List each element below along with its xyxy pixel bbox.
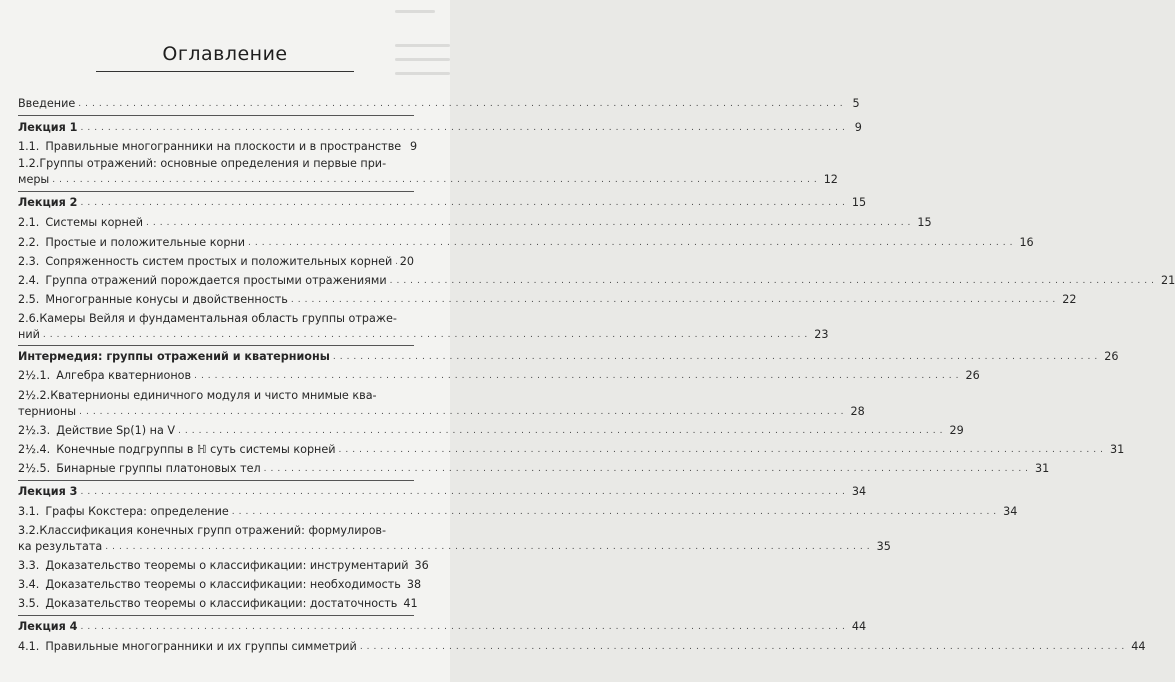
toc-page-number: 26 — [965, 369, 980, 382]
toc-entry-2-6[interactable] — [18, 312, 414, 326]
toc-entry-number: 4.1. — [18, 640, 40, 653]
dot-leader: ................................................................................................................ — [248, 238, 1017, 248]
toc-page-number: 41 — [403, 597, 418, 610]
toc-entry-2half-2[interactable] — [18, 389, 414, 403]
toc-page-number: 38 — [406, 578, 422, 591]
toc-entry-1-1[interactable] — [18, 140, 418, 154]
toc-page-number: 15 — [917, 216, 932, 229]
section-divider — [18, 480, 414, 481]
toc-entry-label: Лекция 2 — [18, 196, 78, 209]
dot-leader: ................................................................................................................ — [263, 464, 1033, 474]
toc-entry-label: Группы отражений: основные определения и первые при- — [39, 157, 387, 170]
toc-page-number: 31 — [1109, 443, 1125, 456]
dot-leader: ................................................................................................................ — [146, 218, 915, 228]
toc-entry-number: 1.1. — [18, 140, 40, 153]
toc-page-number: 12 — [823, 173, 838, 186]
toc-entry-number: 2½.3. — [18, 424, 51, 437]
toc-section-lecture-4[interactable] — [18, 620, 867, 634]
toc-page-number: 31 — [1035, 462, 1050, 475]
section-divider — [18, 115, 414, 116]
toc-entry-number: 2.4. — [18, 274, 40, 287]
dot-leader: ................................................................................................................ — [389, 276, 1159, 286]
dot-leader — [395, 257, 396, 267]
toc-entry-label-continued: ка результата — [18, 540, 103, 553]
toc-entry-label: Действие Sp(1) на V — [56, 424, 176, 437]
toc-entry-label: Доказательство теоремы о классификации: необходимость — [45, 578, 401, 591]
toc-entry-label-continued: тернионы — [18, 405, 77, 418]
toc-entry-2half-4[interactable] — [18, 443, 1125, 457]
toc-section-lecture-1[interactable] — [18, 121, 862, 135]
toc-entry-label: Конечные подгруппы в ℍ суть системы корней — [56, 443, 336, 456]
dot-leader: ................................................................................................................ — [52, 175, 821, 185]
toc-page-number: 44 — [1131, 640, 1146, 653]
toc-entry-2-5[interactable] — [18, 293, 1077, 307]
toc-entry-label: Группа отражений порождается простыми отражениями — [45, 274, 387, 287]
toc-entry-4-1[interactable] — [18, 640, 1146, 654]
toc-entry-number: 2½.2. — [18, 389, 51, 402]
toc-entry-label: Многогранные конусы и двойственность — [45, 293, 288, 306]
toc-entry-label: Камеры Вейля и фундаментальная область группы отраже- — [39, 312, 397, 325]
toc-entry-number: 1.2. — [18, 157, 40, 170]
toc-entry-1-2[interactable] — [18, 157, 414, 171]
toc-entry-number: 3.2. — [18, 524, 40, 537]
toc-entry-2half-1[interactable] — [18, 369, 980, 383]
section-divider — [18, 615, 414, 616]
toc-page-number: 35 — [876, 540, 891, 553]
toc-entry-label: Интермедия: группы отражений и кватернионы — [18, 350, 330, 363]
toc-entry-2-6-cont[interactable] — [18, 328, 829, 342]
toc-entry-label: Кватернионы единичного модуля и чисто мнимые ква- — [50, 389, 377, 402]
toc-entry-3-5[interactable] — [18, 597, 418, 611]
toc-entry-label: Введение — [18, 97, 76, 110]
toc-entry-label-continued: ний — [18, 328, 40, 341]
dot-leader: ................................................................................................................ — [42, 330, 812, 340]
toc-entry-label-continued: меры — [18, 173, 50, 186]
toc-entry-label: Бинарные группы платоновых тел — [56, 462, 261, 475]
toc-page-number: 22 — [1062, 293, 1077, 306]
toc-entry-label: Лекция 1 — [18, 121, 78, 134]
dot-leader: ................................................................................................................ — [79, 407, 848, 417]
dot-leader: ................................................................................................................ — [359, 642, 1129, 652]
toc-page-number: 5 — [852, 97, 860, 110]
toc-entry-label: Классификация конечных групп отражений: формулиров- — [39, 524, 387, 537]
toc-entry-label: Системы корней — [45, 216, 143, 229]
toc-entry-3-2[interactable] — [18, 524, 414, 538]
toc-entry-number: 3.4. — [18, 578, 40, 591]
dot-leader: ................................................................................................................ — [80, 123, 849, 133]
toc-entry-1-2-cont[interactable] — [18, 173, 838, 187]
section-divider — [18, 345, 414, 346]
toc-entry-number: 2.1. — [18, 216, 40, 229]
toc-page-number: 15 — [851, 196, 867, 209]
toc-entry-label: Доказательство теоремы о классификации: инструментарий — [45, 559, 409, 572]
toc-entry-2-4[interactable] — [18, 274, 1175, 288]
toc-section-lecture-2[interactable] — [18, 196, 867, 210]
toc-section-intermission[interactable] — [18, 350, 1119, 364]
toc-page-number: 29 — [949, 424, 964, 437]
section-divider — [18, 191, 414, 192]
toc-page-number: 20 — [399, 255, 414, 268]
dot-leader: ................................................................................................................ — [338, 445, 1107, 455]
toc-entry-number: 2½.5. — [18, 462, 51, 475]
toc-entry-number: 2½.1. — [18, 369, 51, 382]
toc-entry-label: Графы Кокстера: определение — [45, 505, 229, 518]
toc-entry-3-4[interactable] — [18, 578, 422, 592]
dot-leader: ................................................................................................................ — [290, 295, 1060, 305]
toc-entry-label: Алгебра кватернионов — [56, 369, 192, 382]
toc-entry-number: 3.1. — [18, 505, 40, 518]
toc-page-number: 9 — [410, 140, 418, 153]
toc-entry-2-3[interactable] — [18, 255, 414, 269]
dot-leader: ................................................................................................................ — [178, 426, 947, 436]
toc-page-number: 34 — [1003, 505, 1018, 518]
toc-section-lecture-3[interactable] — [18, 485, 867, 499]
dot-leader: ................................................................................................................ — [78, 99, 847, 109]
dot-leader: ................................................................................................................ — [80, 487, 849, 497]
toc-entry-3-1[interactable] — [18, 505, 1018, 519]
toc-entry-2-1[interactable] — [18, 216, 932, 230]
toc-page-number: 36 — [414, 559, 429, 572]
dot-leader: ................................................................................................................ — [105, 542, 874, 552]
toc-entry-intro[interactable] — [18, 97, 860, 111]
toc-entry-label: Сопряженность систем простых и положительных корней — [45, 255, 393, 268]
dot-leader: ................................................................................................................ — [80, 622, 849, 632]
toc-entry-2half-5[interactable] — [18, 462, 1050, 476]
toc-entry-2half-2-cont[interactable] — [18, 405, 865, 419]
dot-leader: ................................................................................................................ — [80, 198, 849, 208]
toc-entry-label: Правильные многогранники на плоскости и в пространстве — [45, 140, 402, 153]
toc-page-number: 28 — [850, 405, 865, 418]
toc-entry-label: Лекция 4 — [18, 620, 78, 633]
toc-entry-number: 3.5. — [18, 597, 40, 610]
page-title: Оглавление — [162, 43, 288, 65]
toc-entry-label: Правильные многогранники и их группы симметрий — [45, 640, 357, 653]
toc-entry-number: 2.6. — [18, 312, 40, 325]
toc-page-number: 16 — [1019, 236, 1034, 249]
toc-entry-number: 2½.4. — [18, 443, 51, 456]
toc-entry-3-3[interactable] — [18, 559, 429, 573]
table-of-contents — [18, 0, 1175, 682]
toc-entry-number: 2.3. — [18, 255, 40, 268]
toc-page-number: 26 — [1104, 350, 1119, 363]
toc-page-number: 23 — [814, 328, 829, 341]
dot-leader: ................................................................................................................ — [231, 507, 1001, 517]
toc-page-number: 21 — [1161, 274, 1175, 287]
toc-entry-2half-3[interactable] — [18, 424, 964, 438]
toc-entry-number: 2.2. — [18, 236, 40, 249]
toc-entry-number: 3.3. — [18, 559, 40, 572]
toc-entry-label: Лекция 3 — [18, 485, 78, 498]
dot-leader: ................................................................................................................ — [194, 371, 963, 381]
toc-entry-number: 2.5. — [18, 293, 40, 306]
toc-entry-3-2-cont[interactable] — [18, 540, 891, 554]
toc-entry-label: Доказательство теоремы о классификации: достаточность — [45, 597, 398, 610]
toc-page-number: 34 — [851, 485, 867, 498]
toc-entry-label: Простые и положительные корни — [45, 236, 246, 249]
dot-leader: ................................................................................................................ — [332, 352, 1102, 362]
toc-entry-2-2[interactable] — [18, 236, 1034, 250]
toc-page-number: 9 — [854, 121, 862, 134]
toc-page-number: 44 — [851, 620, 867, 633]
